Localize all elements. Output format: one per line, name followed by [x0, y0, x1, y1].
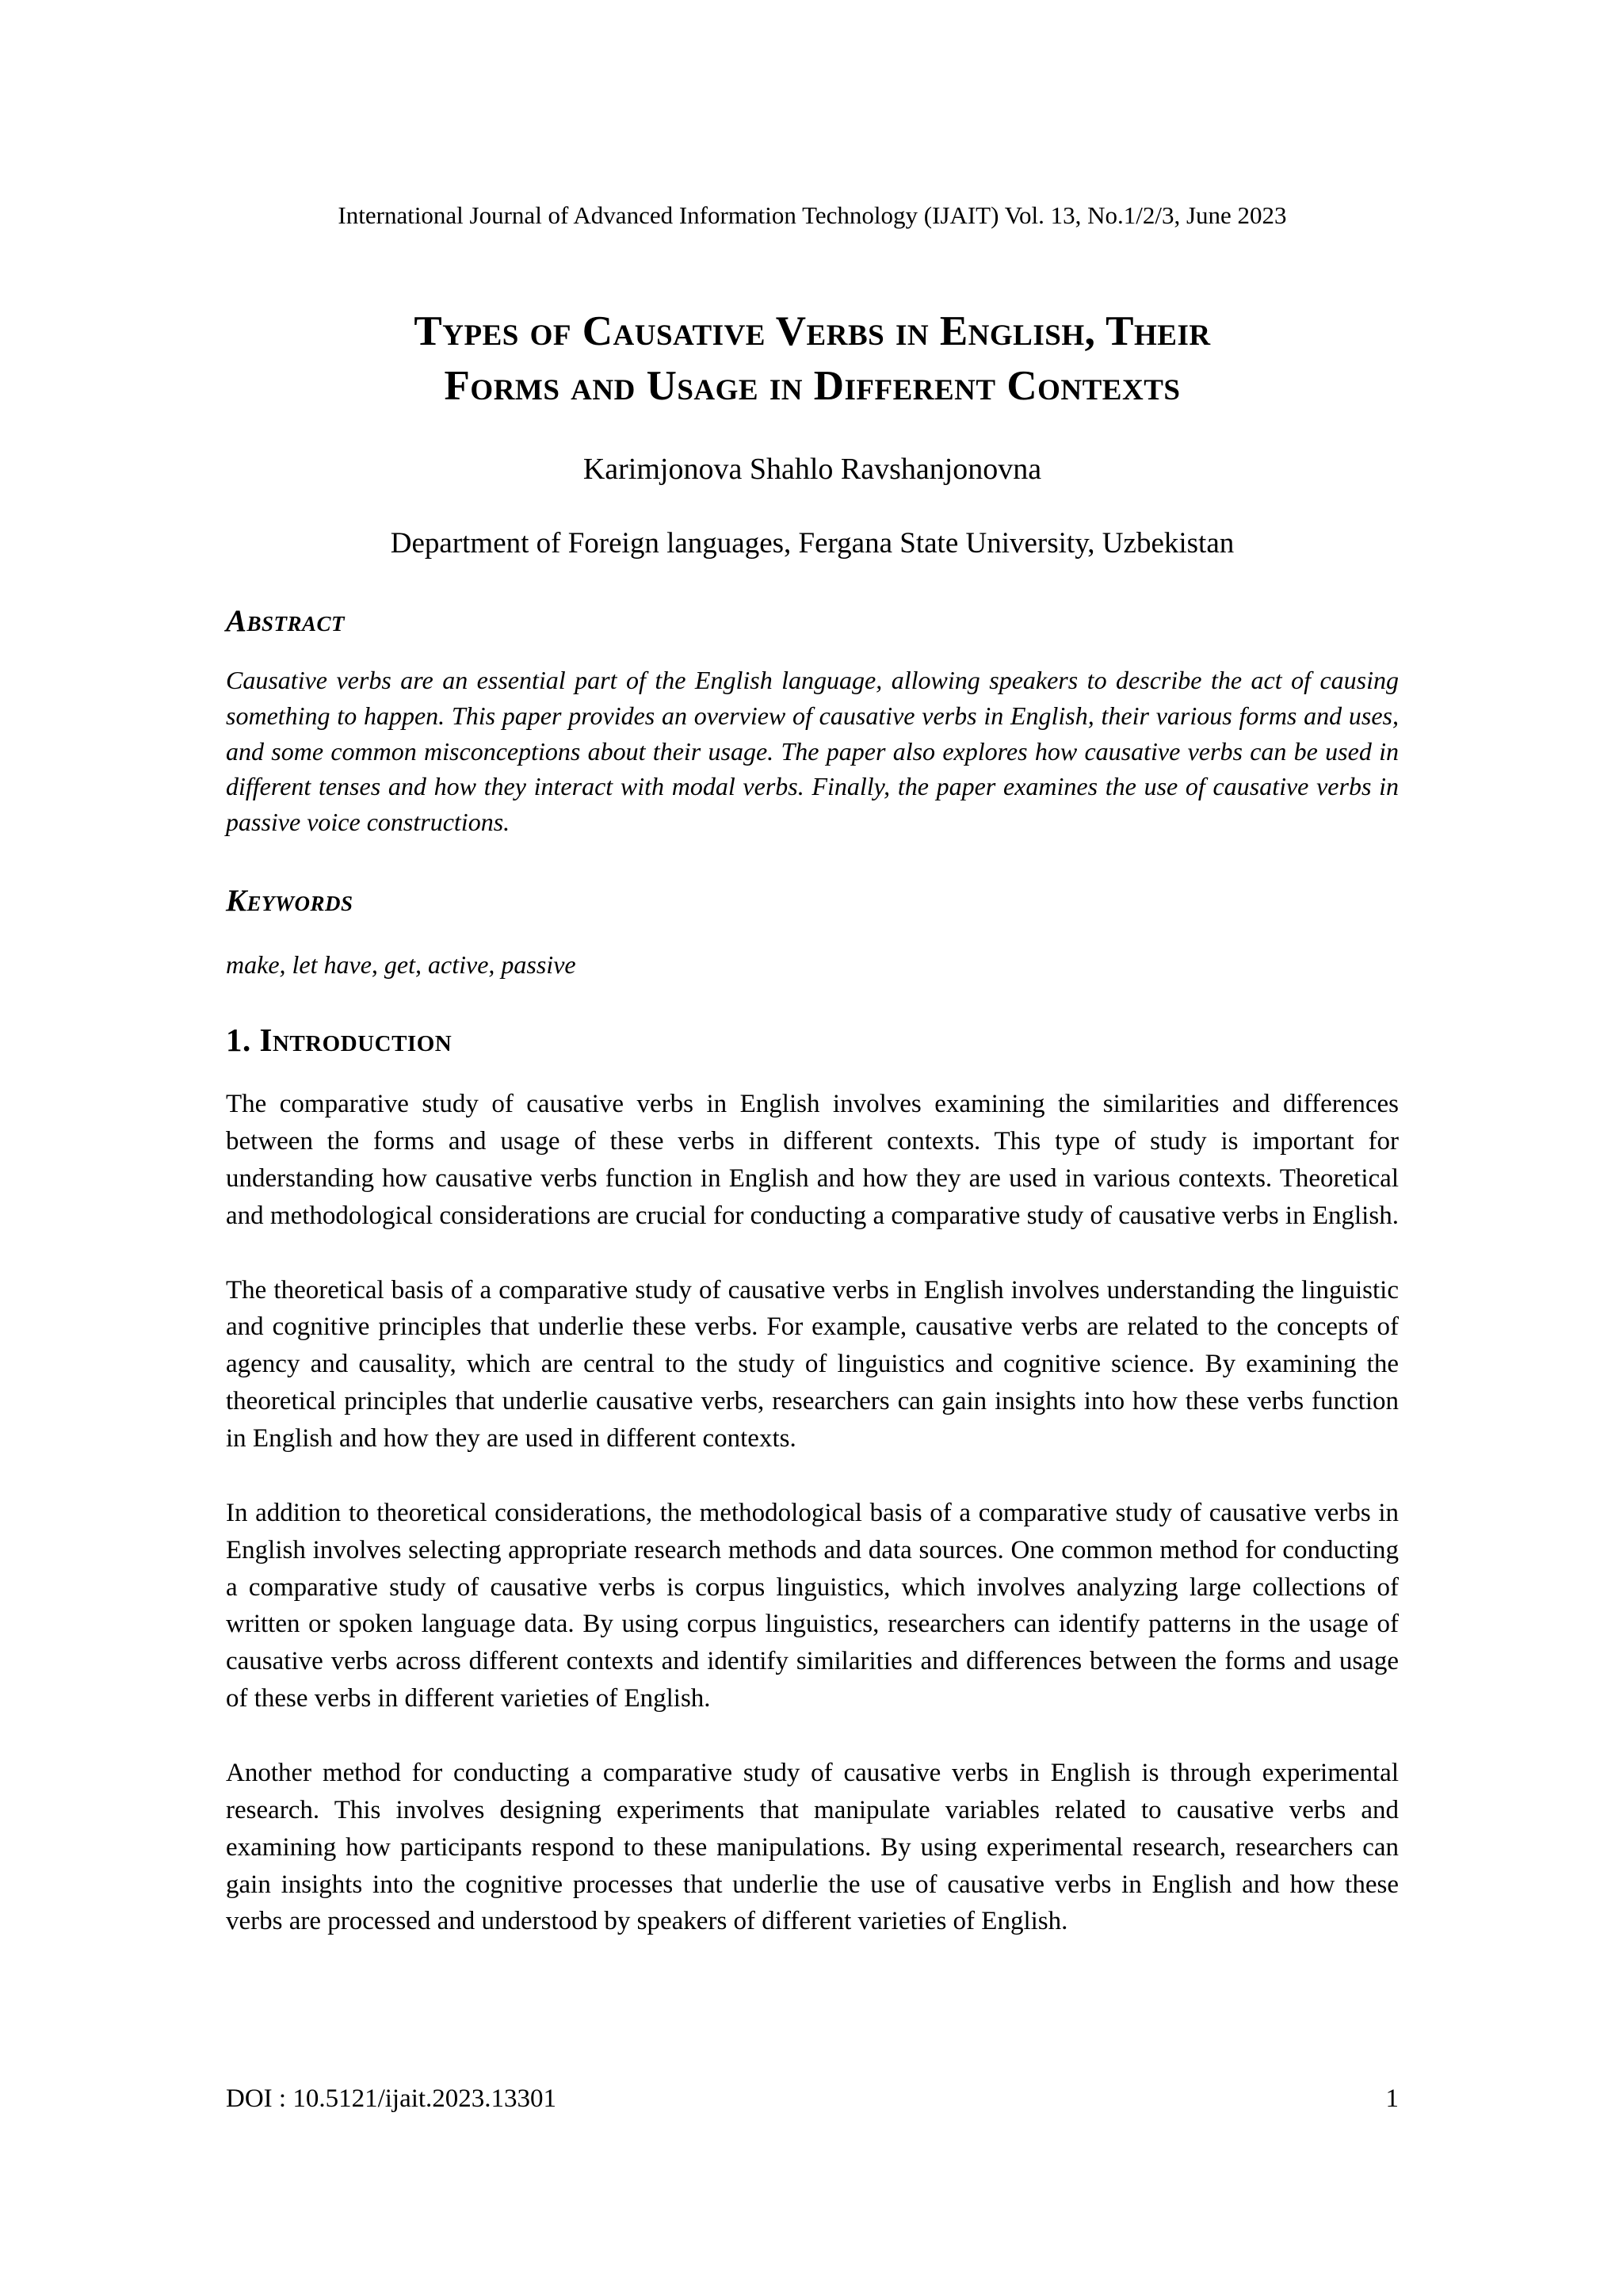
keywords-heading: Keywords: [226, 884, 353, 919]
introduction-body: [226, 1086, 1399, 1940]
author-affiliation: Department of Foreign languages, Fergana State University, Uzbekistan: [390, 527, 1235, 560]
introduction-paragraph: Another method for conducting a comparative study of causative verbs in English is through experimental research. This involves designing experiments that manipulate variables related to causative verbs and examining how participants respond to these manipulations. By using experimental research, researchers can gain insights into the cognitive processes that underlie the use of causative verbs in English and how these verbs are processed and understood by speakers of different varieties of English.: [226, 1758, 1399, 1936]
doi-text: DOI : 10.5121/ijait.2023.13301: [226, 2084, 557, 2113]
introduction-paragraph: In addition to theoretical considerations, the methodological basis of a comparative study of causative verbs in English involves selecting appropriate research methods and data sources. One common method for conducting a comparative study of causative verbs is corpus linguistics, which involves analyzing large collections of written or spoken language data. By using corpus linguistics, researchers can identify patterns in the usage of causative verbs across different contexts and identify similarities and differences between the forms and usage of these verbs in different varieties of English.: [226, 1498, 1399, 1713]
paper-title-line-1: Types of Causative Verbs in English, Their: [414, 308, 1211, 355]
abstract-heading: Abstract: [226, 604, 346, 639]
introduction-heading: 1. Introduction: [226, 1022, 453, 1059]
page-number: 1: [1385, 2084, 1399, 2113]
page-footer: [226, 2084, 1399, 2114]
paper-page: [226, 0, 1399, 1977]
journal-header: International Journal of Advanced Information Technology (IJAIT) Vol. 13, No.1/2/3, June 2023: [338, 201, 1287, 229]
abstract-text: Causative verbs are an essential part of the English language, allowing speakers to describe the act of causing something to happen. This paper provides an overview of causative verbs in English, their various forms and uses, and some common misconceptions about their usage. The paper also explores how causative verbs can be used in different tenses and how they interact with modal verbs. Finally, the paper examines the use of causative verbs in passive voice constructions.: [226, 666, 1399, 837]
introduction-paragraph: The comparative study of causative verbs in English involves examining the similarities and differences between the forms and usage of these verbs in different contexts. This type of study is important for understanding how causative verbs function in English and how they are used in various contexts. Theoretical and methodological considerations are crucial for conducting a comparative study of causative verbs in English.: [226, 1090, 1399, 1230]
paper-title-line-2: Forms and Usage in Different Contexts: [444, 363, 1181, 410]
keywords-text: make, let have, get, active, passive: [226, 950, 576, 980]
introduction-paragraph: The theoretical basis of a comparative study of causative verbs in English involves understanding the linguistic and cognitive principles that underlie these verbs. For example, causative verbs are related to the concepts of agency and causality, which are central to the study of linguistics and cognitive science. By examining the theoretical principles that underlie causative verbs, researchers can gain insights into how these verbs function in English and how they are used in different contexts.: [226, 1275, 1399, 1453]
author-name: Karimjonova Shahlo Ravshanjonovna: [582, 453, 1042, 487]
paper-title: [226, 304, 1399, 414]
